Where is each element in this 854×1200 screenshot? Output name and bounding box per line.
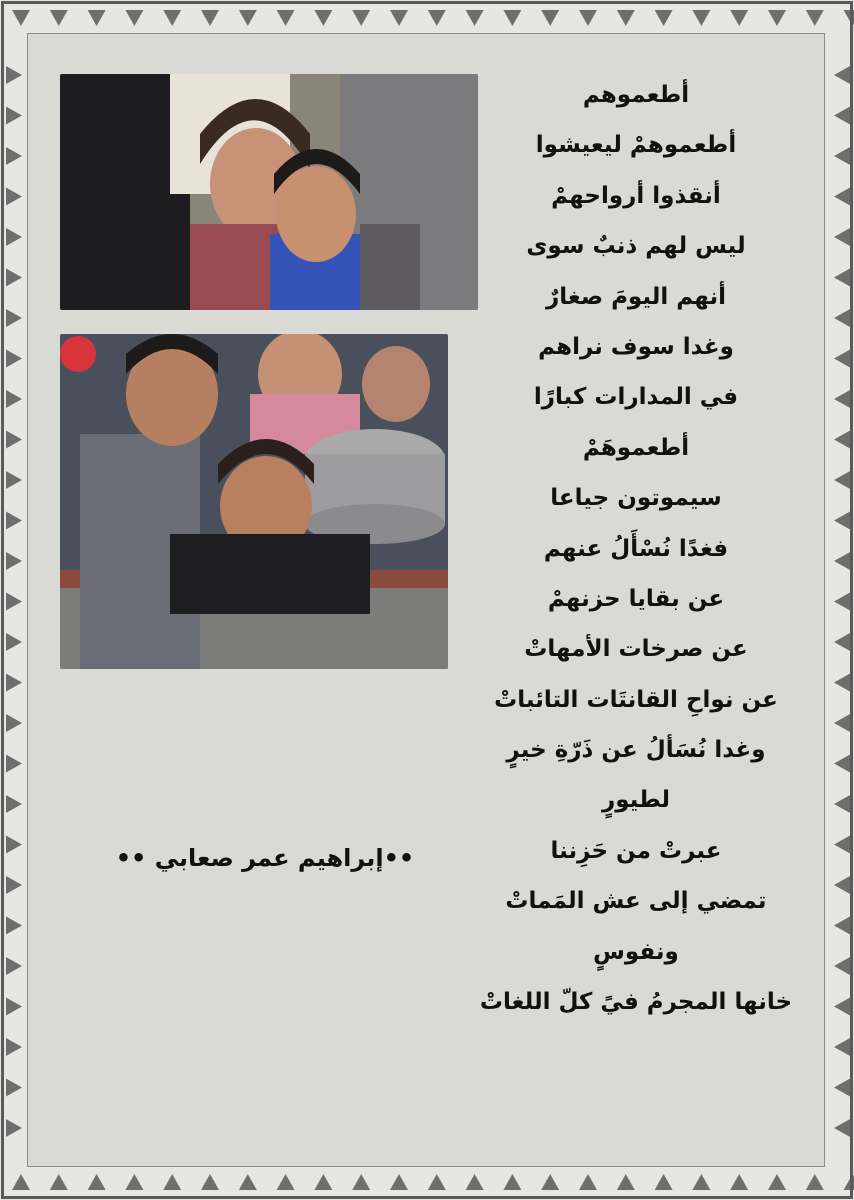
poem-line: عبرتْ من حَزِننا (550, 837, 722, 864)
poem-line: وغدا سوف نراهم (538, 333, 734, 360)
poem-line: وغدا نُسَألُ عن ذَرّةِ خيرٍ (506, 737, 766, 764)
poem-line: عن نواحِ القانتَات التائباتْ (494, 686, 778, 713)
poem-line: أطعموهم (582, 82, 690, 108)
poem-line: أطعموهَمْ (582, 434, 690, 461)
poem-line: لطيورٍ (601, 787, 671, 814)
poem-line: عن صرخات الأمهاتْ (524, 636, 748, 663)
poem-line: أنقذوا أرواحهمْ (551, 182, 721, 209)
poem-line: تمضي إلى عش المَماتْ (505, 888, 767, 915)
poem-line: عن بقايا حزنهمْ (547, 585, 725, 612)
poem-line: في المدارات كبارًا (533, 384, 739, 411)
author-signature: ••إبراهيم عمر صعابي •• (115, 844, 415, 872)
poem-line: أنهم اليومَ صغارٌ (545, 283, 727, 310)
poem-line: خانها المجرمُ فيً كلّ اللغاتْ (479, 989, 793, 1016)
crying-children-photo (60, 74, 478, 310)
poem-line: سيموتون جياعا (550, 485, 722, 512)
poem-line: أطعموهمْ ليعيشوا (535, 132, 737, 159)
poem-line: ونفوسٍ (593, 938, 679, 965)
poem-line: ليس لهم ذنبٌ سوى (526, 233, 746, 260)
children-with-pot-photo (60, 334, 448, 669)
poem-line: فغدًا نُسْأَلُ عنهم (543, 535, 729, 562)
poem (466, 70, 806, 1027)
